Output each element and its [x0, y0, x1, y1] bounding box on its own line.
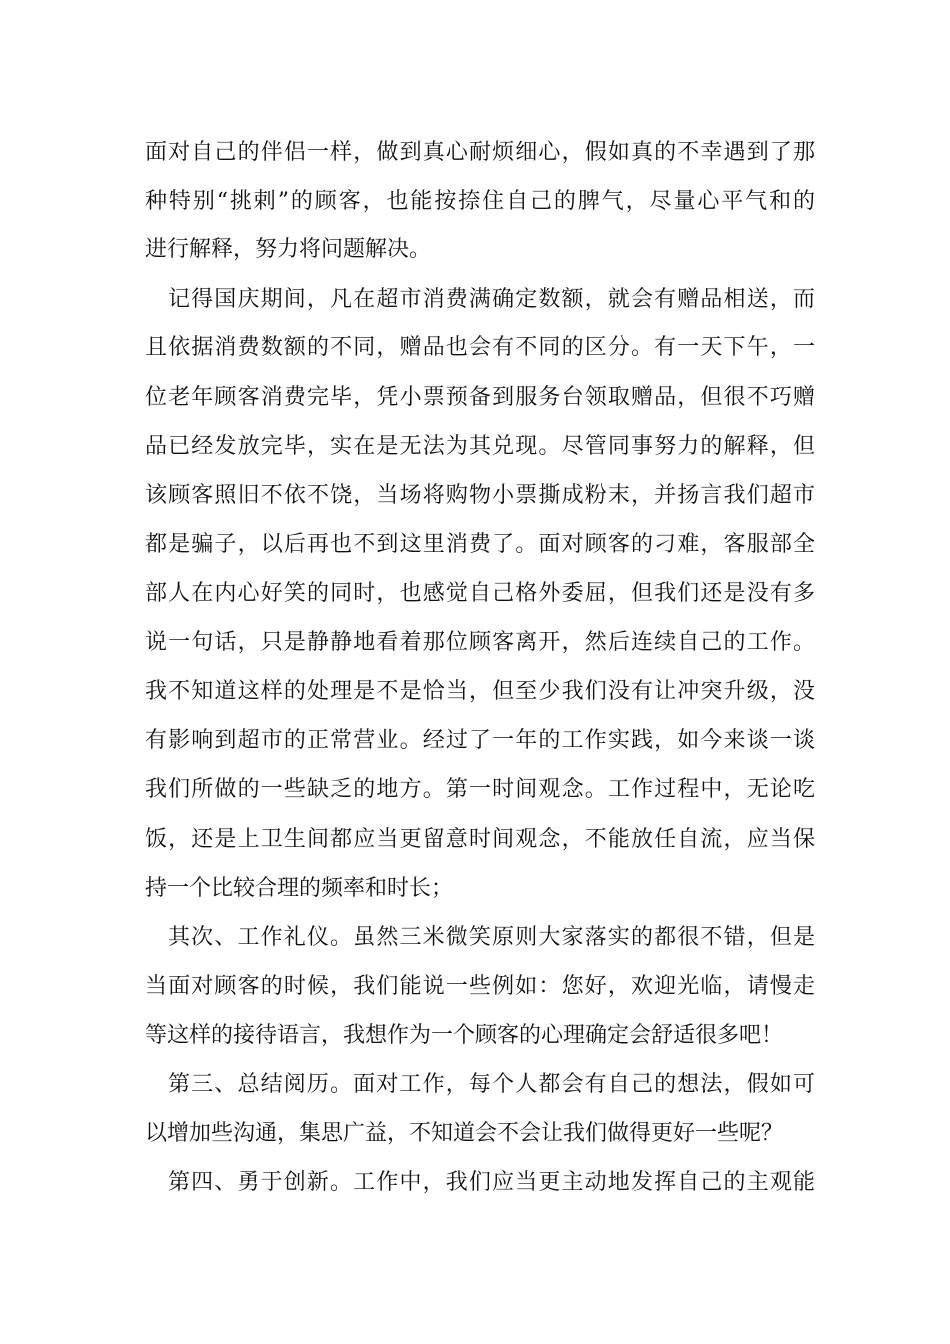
paragraph-first-line: 记得国庆期间，凡在超市消费满确定数额，就会有赠品相送，而: [168, 287, 815, 312]
text-line: 种特别“挑剌”的顾客，也能按捺住自己的脾气，尽量心平气和的: [145, 189, 815, 214]
text-line: 且依据消费数额的不同，赠品也会有不同的区分。有一天下午，一: [145, 335, 815, 360]
text-line: 位老年顾客消费完毕，凭小票预备到服务台领取赠品，但很不巧赠: [145, 385, 815, 410]
text-line: 都是骗子，以后再也不到这里消费了。面对顾客的刁难，客服部全: [145, 532, 815, 557]
text-line: 品已经发放完毕，实在是无法为其兑现。尽管同事努力的解释，但: [145, 434, 815, 459]
paragraph-first-line: 其次、工作礼仪。虽然三米微笑原则大家落实的都很不错，但是: [168, 925, 815, 950]
text-line: 有影响到超市的正常营业。经过了一年的工作实践，如今来谈一谈: [145, 728, 815, 753]
text-line: 我不知道这样的处理是不是恰当，但至少我们没有让冲突升级，没: [145, 679, 815, 704]
text-line: 饭，还是上卫生间都应当更留意时间观念，不能放任自流，应当保: [145, 827, 815, 852]
paragraph-first-line: 第四、勇于创新。工作中，我们应当更主动地发挥自己的主观能: [168, 1170, 815, 1195]
text-line: 部人在内心好笑的同时，也感觉自己格外委屈，但我们还是没有多: [145, 581, 815, 606]
text-line: 等这样的接待语言，我想作为一个顾客的心理确定会舒适很多吧！: [145, 1023, 784, 1048]
text-line: 该顾客照旧不依不饶，当场将购物小票撕成粉末，并扬言我们超市: [145, 483, 815, 508]
paragraph-first-line: 第三、总结阅历。面对工作，每个人都会有自己的想法，假如可: [168, 1072, 815, 1097]
text-line: 说一句话，只是静静地看着那位顾客离开，然后连续自己的工作。: [145, 630, 815, 655]
text-line: 当面对顾客的时候，我们能说一些例如：您好，欢迎光临，请慢走: [145, 974, 815, 999]
text-line: 以增加些沟通，集思广益，不知道会不会让我们做得更好一些呢？: [145, 1121, 784, 1146]
text-line: 面对自己的伴侣一样，做到真心耐烦细心，假如真的不幸遇到了那: [145, 140, 815, 165]
text-line: 我们所做的一些缺乏的地方。第一时间观念。工作过程中，无论吃: [145, 777, 815, 802]
text-line: 持一个比较合理的频率和时长；: [145, 876, 454, 901]
text-line: 进行解释，努力将问题解决。: [145, 237, 432, 262]
